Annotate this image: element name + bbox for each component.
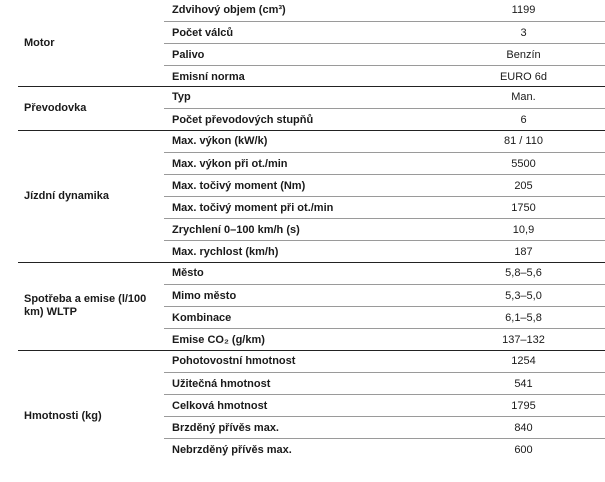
table-row [164,174,605,196]
category-label: Spotřeba a emise (l/100 km) WLTP [24,293,147,318]
row-value: 600 [514,443,533,456]
row-value: 541 [514,377,533,390]
row-label: Max. točivý moment při ot./min [172,201,334,214]
table-row [164,240,605,262]
category-label: Hmotnosti (kg) [24,409,102,422]
row-value: 840 [514,421,533,434]
row-label: Max. výkon (kW/k) [172,135,268,147]
row-value: 6 [520,113,527,126]
row-value: Benzín [506,48,541,61]
row-value: 1750 [511,201,536,214]
table-row [164,328,605,350]
row-label: Emisní norma [172,70,245,83]
row-value: Man. [511,91,536,103]
row-value: 10,9 [512,223,535,236]
table-row [164,350,605,372]
row-label: Zrychlení 0–100 km/h (s) [172,223,300,236]
row-value: 6,1–5,8 [505,311,542,324]
table-row [164,438,605,460]
table-row [164,43,605,65]
row-value: 1199 [511,4,536,16]
row-value: EURO 6d [499,70,548,83]
row-value: 3 [520,26,527,39]
table-row [164,394,605,416]
row-label: Kombinace [172,311,232,324]
group-jizdni-dynamika [0,130,605,262]
row-label: Zdvihový objem (cm³) [172,4,286,16]
group-rows [164,86,605,130]
row-label: Užitečná hmotnost [172,377,271,390]
table-row [164,130,605,152]
row-value: 1254 [511,355,536,367]
row-label: Město [172,267,204,279]
row-label: Mimo město [172,289,237,302]
table-row [164,0,605,21]
category-label: Jízdní dynamika [24,189,109,202]
table-row [164,65,605,87]
group-rows [164,130,605,262]
group-rows [164,0,605,87]
table-row [164,284,605,306]
row-label: Typ [172,91,191,103]
row-label: Celková hmotnost [172,399,268,412]
table-row [164,372,605,394]
group-hmotnosti [0,350,605,460]
table-row [164,262,605,284]
row-label: Emise CO₂ (g/km) [172,333,265,346]
row-label: Brzděný přívěs max. [172,421,279,434]
table-row [164,21,605,43]
table-row [164,416,605,438]
row-label: Palivo [172,48,205,61]
category-label: Převodovka [24,101,87,114]
group-rows [164,350,605,460]
row-label: Počet válců [172,26,234,39]
row-label: Max. rychlost (km/h) [172,245,279,258]
group-motor [0,0,605,87]
row-value: 137–132 [502,333,545,346]
row-value: 187 [514,245,533,258]
table-row [164,306,605,328]
table-row [164,196,605,218]
group-prevodovka [0,86,605,130]
row-value: 205 [514,179,533,192]
table-row [164,152,605,174]
group-spotreba-emise [0,262,605,350]
row-label: Nebrzděný přívěs max. [172,443,292,456]
row-label: Pohotovostní hmotnost [172,355,296,367]
row-label: Počet převodových stupňů [172,113,314,126]
row-label: Max. výkon při ot./min [172,157,288,170]
group-rows [164,262,605,350]
row-value: 5,3–5,0 [505,289,542,302]
table-row [164,86,605,108]
row-value: 5,8–5,6 [505,267,542,279]
table-row [164,108,605,130]
category-label: Motor [24,36,55,49]
row-value: 1795 [511,399,536,412]
row-value: 5500 [511,157,536,170]
table-row [164,218,605,240]
row-label: Max. točivý moment (Nm) [172,179,306,192]
row-value: 81 / 110 [504,135,543,147]
